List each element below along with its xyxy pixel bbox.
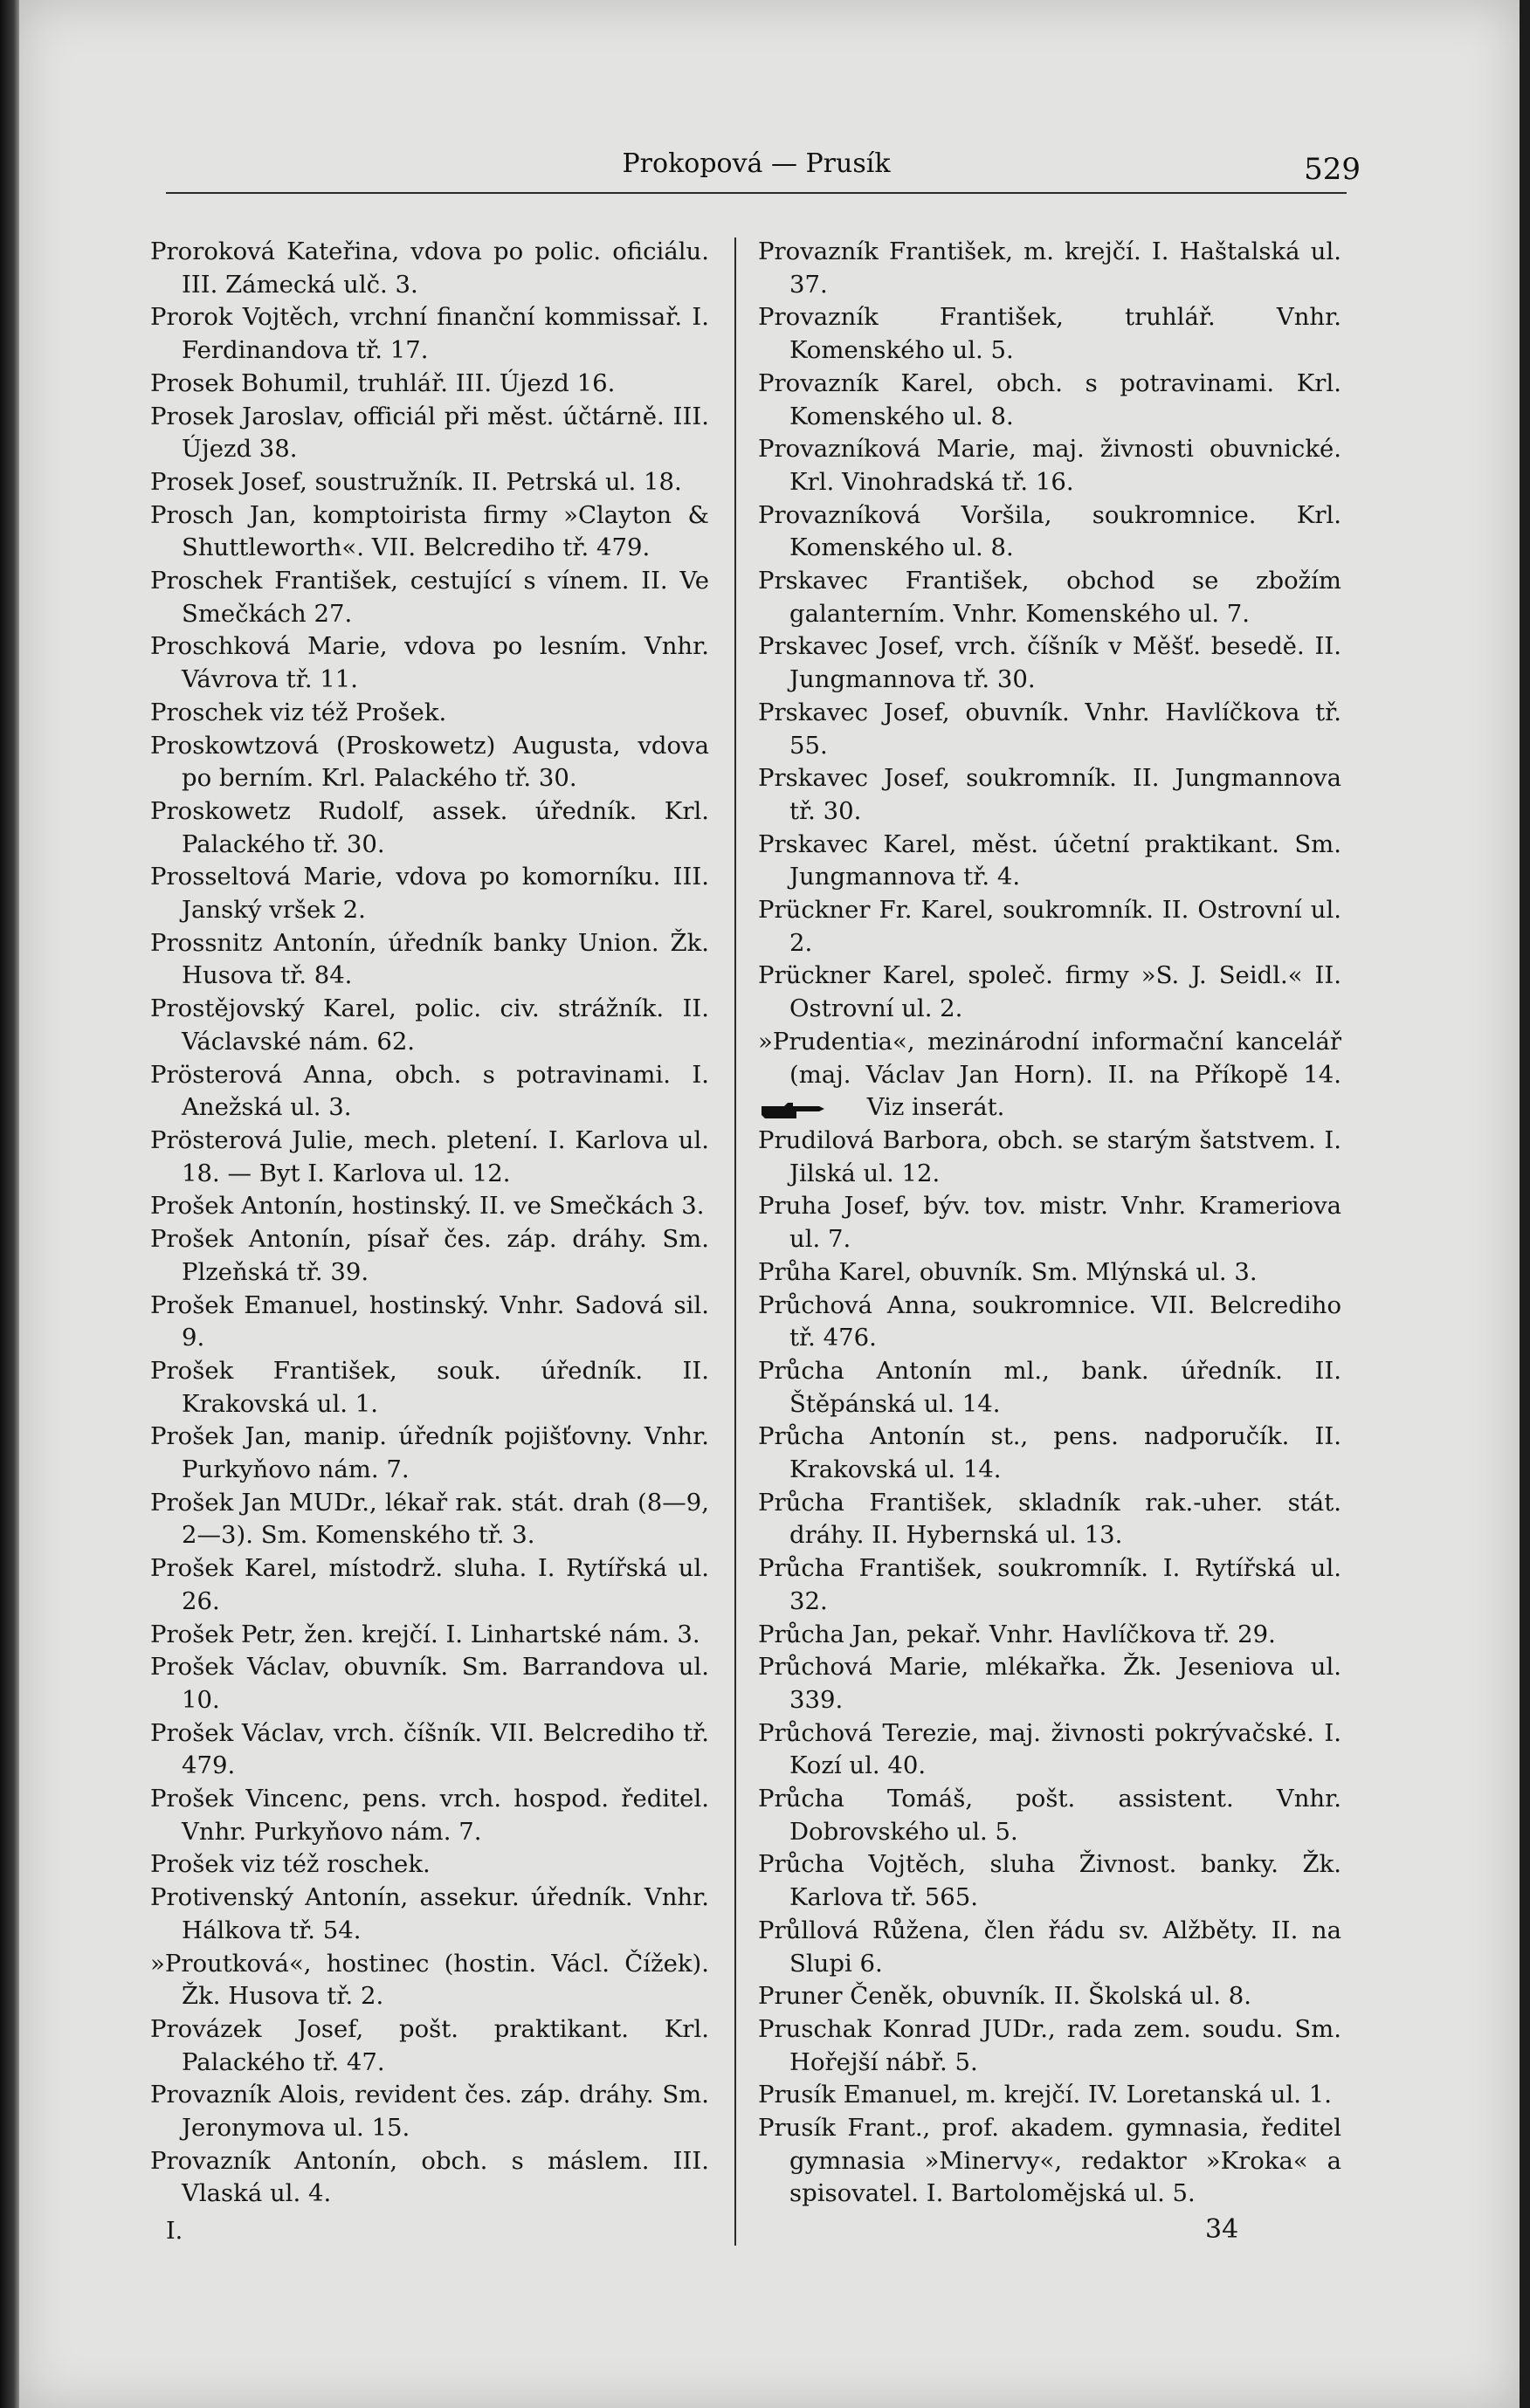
pointing-hand-icon: [789, 1098, 859, 1119]
directory-entry: Prskavec Karel, měst. účetní praktikant. Sm. Jungmannova tř. 4.: [758, 829, 1341, 891]
directory-entry: Provazník František, truhlář. Vnhr. Komenského ul. 5.: [758, 303, 1341, 365]
directory-entry: Průcha Antonín st., pens. nadporučík. II. Krakovská ul. 14.: [758, 1422, 1341, 1484]
directory-entry: »Proutková«, hostinec (hostin. Václ. Čížek). Žk. Husova tř. 2.: [150, 1949, 709, 2011]
directory-entry: Prošek Vincenc, pens. vrch. hospod. ředitel. Vnhr. Purkyňovo nám. 7.: [150, 1785, 709, 1846]
directory-entry: Prusík Emanuel, m. krejčí. IV. Loretanská ul. 1.: [758, 2081, 1332, 2109]
directory-entry: Proschek viz též Prošek.: [150, 698, 447, 726]
directory-entry: Prskavec Josef, obuvník. Vnhr. Havlíčkova tř. 55.: [758, 698, 1341, 760]
directory-entry: Prošek viz též roschek.: [150, 1850, 431, 1879]
left-column: [150, 236, 709, 2211]
directory-entry: Průha Karel, obuvník. Sm. Mlýnská ul. 3.: [758, 1257, 1258, 1286]
directory-entry: Průcha František, skladník rak.-uher. stát. dráhy. II. Hybernská ul. 13.: [758, 1488, 1341, 1550]
signature-mark: I.: [166, 2218, 183, 2245]
directory-entry: Prošek Václav, obuvník. Sm. Barrandova ul. 10.: [150, 1653, 709, 1714]
sheet-number: 34: [1205, 2214, 1239, 2245]
directory-entry: Průcha František, soukromník. I. Rytířská ul. 32.: [758, 1554, 1341, 1615]
directory-entry: Prückner Karel, společ. firmy »S. J. Seidl.« II. Ostrovní ul. 2.: [758, 961, 1341, 1023]
directory-entry: Prudilová Barbora, obch. se starým šatstvem. I. Jilská ul. 12.: [758, 1125, 1341, 1187]
directory-entry: Prusík Frant., prof. akadem. gymnasia, ředitel gymnasia »Minervy«, redaktor »Kroka« a spisovatel. I. Bartolomějská ul. 5.: [758, 2114, 1341, 2208]
directory-entry: Prostějovský Karel, polic. civ. strážník. II. Václavské nám. 62.: [150, 994, 709, 1056]
page-header: [166, 131, 1361, 194]
directory-entry: Prosek Bohumil, truhlář. III. Újezd 16.: [150, 368, 616, 397]
directory-entry: Průcha Jan, pekař. Vnhr. Havlíčkova tř. 29.: [758, 1620, 1276, 1648]
book-spine-shadow: [0, 0, 19, 2408]
directory-entry: Průcha Tomáš, pošt. assistent. Vnhr. Dobrovského ul. 5.: [758, 1785, 1341, 1846]
directory-entry: Provázek Josef, pošt. praktikant. Krl. Palackého tř. 47.: [150, 2014, 709, 2076]
directory-entry: Prossnitz Antonín, úředník banky Union. Žk. Husova tř. 84.: [150, 928, 709, 990]
directory-entry: Prorok Vojtěch, vrchní finanční kommissař. I. Ferdinandova tř. 17.: [150, 303, 709, 365]
directory-entry: Prošek Antonín, hostinský. II. ve Smečkách 3.: [150, 1192, 705, 1221]
directory-entry: Proroková Kateřina, vdova po polic. oficiálu. III. Zámecká ulč. 3.: [150, 237, 709, 299]
directory-entry: Protivenský Antonín, assekur. úředník. Vnhr. Hálkova tř. 54.: [150, 1883, 709, 1944]
directory-entry: Prošek Václav, vrch. číšník. VII. Belcrediho tř. 479.: [150, 1718, 709, 1780]
directory-entry: Průcha Antonín ml., bank. úředník. II. Štěpánská ul. 14.: [758, 1356, 1341, 1418]
directory-entry-prudentia: [758, 1026, 1341, 1125]
directory-entry: Prösterová Julie, mech. pletení. I. Karlova ul. 18. — Byt I. Karlova ul. 12.: [150, 1125, 709, 1187]
directory-entry: Provazník František, m. krejčí. I. Haštalská ul. 37.: [758, 237, 1341, 299]
directory-entry: Průllová Růžena, člen řádu sv. Alžběty. II. na Slupi 6.: [758, 1916, 1341, 1978]
running-title: Prokopová — Prusík: [622, 148, 891, 179]
directory-entry: Průchová Marie, mlékařka. Žk. Jeseniova ul. 339.: [758, 1653, 1341, 1714]
directory-entry: Provazník Antonín, obch. s máslem. III. Vlaská ul. 4.: [150, 2146, 709, 2208]
directory-entry: Proskowetz Rudolf, assek. úředník. Krl. Palackého tř. 30.: [150, 796, 709, 858]
directory-entry: Prosek Jaroslav, officiál při měst. účtárně. III. Újezd 38.: [150, 402, 709, 464]
directory-entry: Prošek František, souk. úředník. II. Krakovská ul. 1.: [150, 1356, 709, 1418]
directory-entry: Provazníková Marie, maj. živnosti obuvnické. Krl. Vinohradská tř. 16.: [758, 435, 1341, 496]
directory-entry: Pruschak Konrad JUDr., rada zem. soudu. Sm. Hořejší nábř. 5.: [758, 2014, 1341, 2076]
directory-entry: Průcha Vojtěch, sluha Živnost. banky. Žk. Karlova tř. 565.: [758, 1850, 1341, 1912]
directory-entry: Proskowtzová (Proskowetz) Augusta, vdova po berním. Krl. Palackého tř. 30.: [150, 731, 709, 793]
directory-entry: Průchová Terezie, maj. živnosti pokrývačské. I. Kozí ul. 40.: [758, 1718, 1341, 1780]
directory-entry: Prošek Jan, manip. úředník pojišťovny. Vnhr. Purkyňovo nám. 7.: [150, 1422, 709, 1484]
directory-entry: Pruha Josef, býv. tov. mistr. Vnhr. Krameriova ul. 7.: [758, 1192, 1341, 1254]
directory-entry: Provazník Karel, obch. s potravinami. Krl. Komenského ul. 8.: [758, 368, 1341, 430]
directory-entry: Prošek Antonín, písař čes. záp. dráhy. Sm. Plzeňská tř. 39.: [150, 1225, 709, 1286]
directory-entry: Provazník Alois, revident čes. záp. dráhy. Sm. Jeronymova ul. 15.: [150, 2081, 709, 2143]
entry-text: »Prudentia«, mezinárodní informační kancelář (maj. Václav Jan Horn). II. na Příkopě 14.: [758, 1027, 1341, 1089]
directory-entry: Prskavec Josef, vrch. číšník v Měšť. besedě. II. Jungmannova tř. 30.: [758, 632, 1341, 694]
directory-entry: Prošek Jan MUDr., lékař rak. stát. drah (8—9, 2—3). Sm. Komenského tř. 3.: [150, 1488, 709, 1550]
directory-entry: Prosch Jan, komptoirista firmy »Clayton & Shuttleworth«. VII. Belcrediho tř. 479.: [150, 500, 709, 562]
column-divider: [734, 237, 736, 2246]
directory-entry: Prskavec František, obchod se zbožím galanterním. Vnhr. Komenského ul. 7.: [758, 567, 1341, 628]
directory-entry: Prskavec Josef, soukromník. II. Jungmannova tř. 30.: [758, 764, 1341, 825]
directory-entry: Prošek Emanuel, hostinský. Vnhr. Sadová sil. 9.: [150, 1290, 709, 1352]
directory-entry: Průchová Anna, soukromnice. VII. Belcrediho tř. 476.: [758, 1290, 1341, 1352]
directory-entry: Proschková Marie, vdova po lesním. Vnhr. Vávrova tř. 11.: [150, 632, 709, 694]
directory-entry: Prosek Josef, soustružník. II. Petrská ul. 18.: [150, 467, 682, 496]
directory-entry: Prosseltová Marie, vdova po komorníku. III. Janský vršek 2.: [150, 863, 709, 925]
directory-entry: Prösterová Anna, obch. s potravinami. I. Anežská ul. 3.: [150, 1060, 709, 1122]
directory-entry: Proschek František, cestující s vínem. II. Ve Smečkách 27.: [150, 567, 709, 628]
directory-entry: Prošek Petr, žen. krejčí. I. Linhartské nám. 3.: [150, 1620, 700, 1648]
see-advert-note: Viz inserát.: [866, 1093, 1005, 1122]
directory-entry: Provazníková Voršila, soukromnice. Krl. Komenského ul. 8.: [758, 500, 1341, 562]
page-number: 529: [1304, 152, 1361, 187]
right-column: [758, 236, 1341, 2211]
directory-entry: Prošek Karel, místodrž. sluha. I. Rytířská ul. 26.: [150, 1554, 709, 1615]
directory-entry: Prückner Fr. Karel, soukromník. II. Ostrovní ul. 2.: [758, 896, 1341, 957]
directory-entry: Pruner Čeněk, obuvník. II. Školská ul. 8.: [758, 1982, 1251, 2011]
